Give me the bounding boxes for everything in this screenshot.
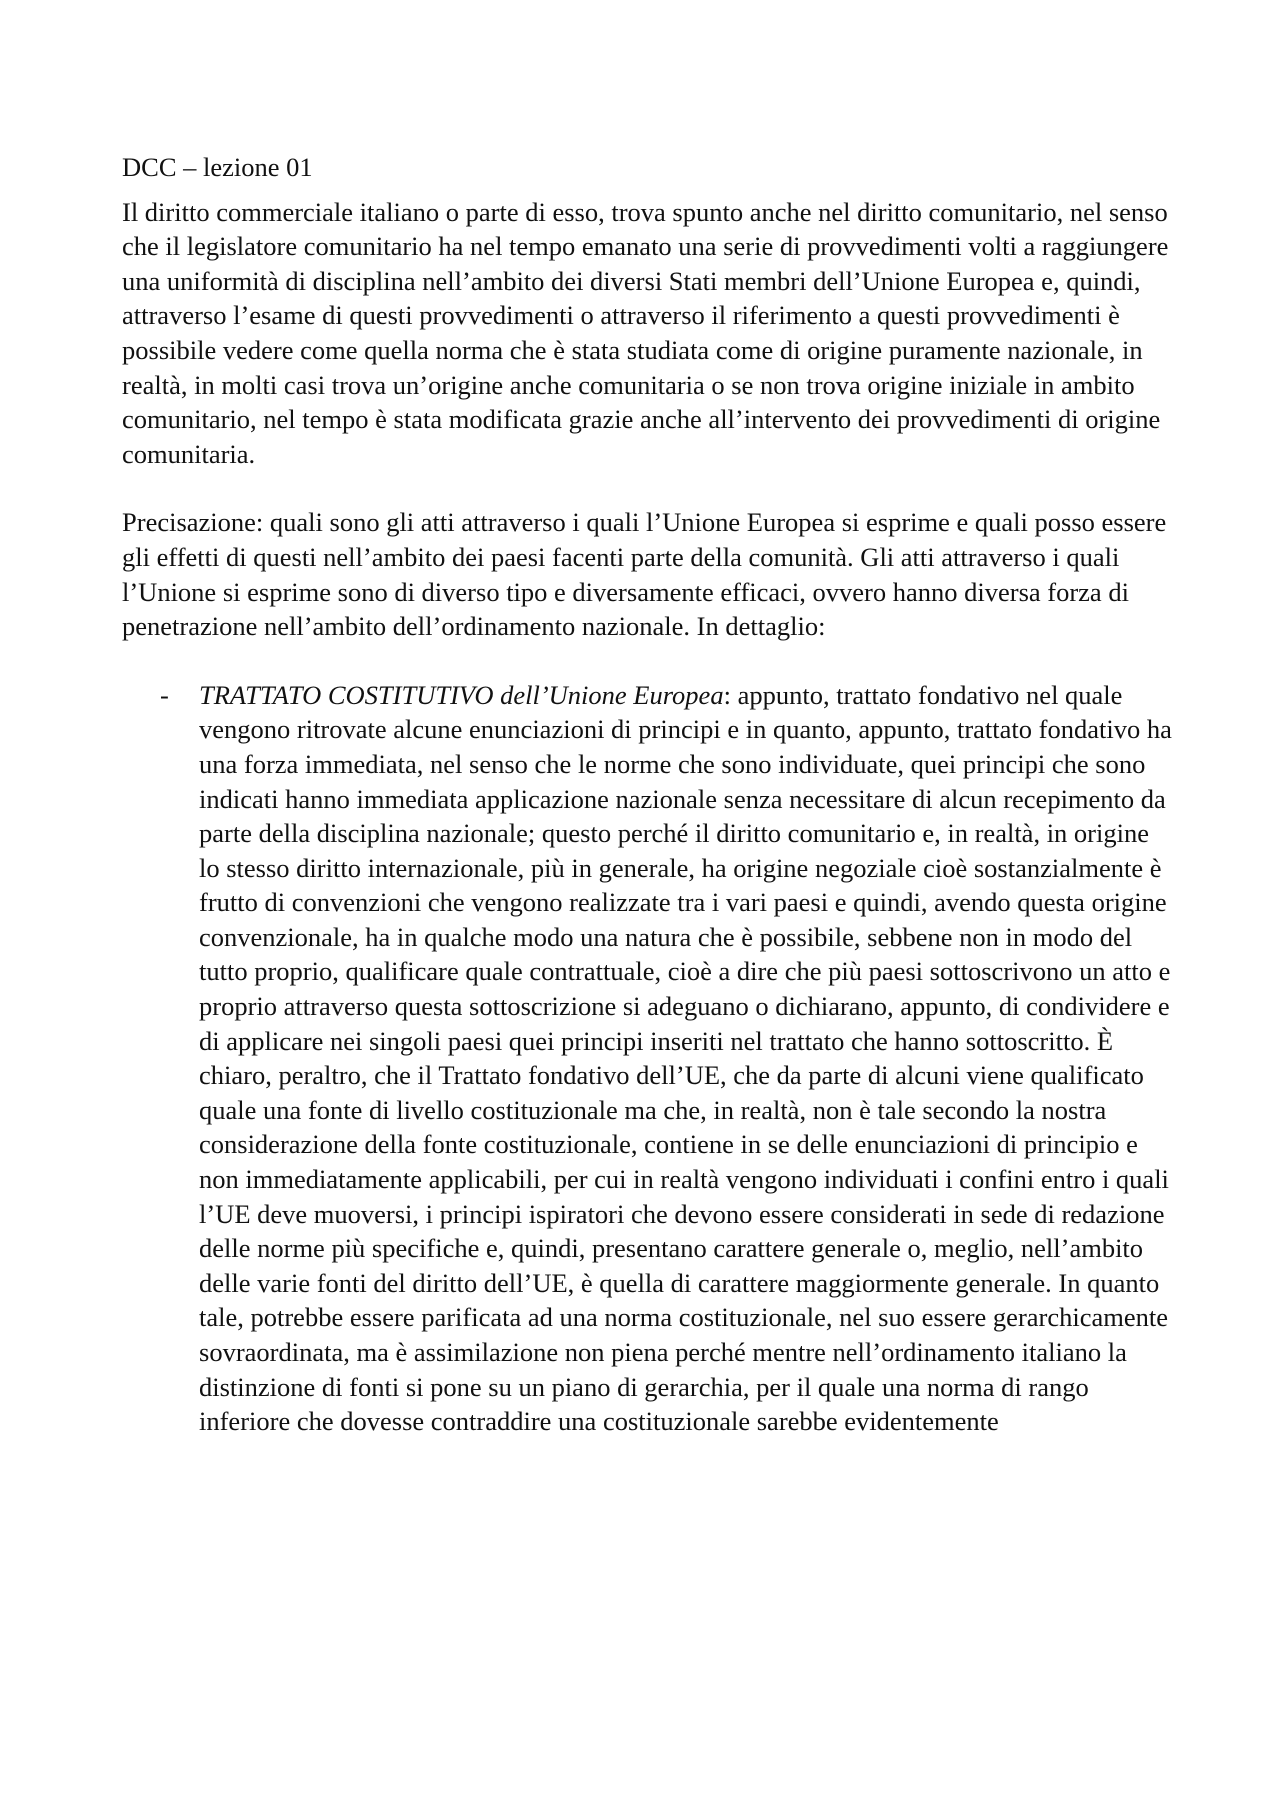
- paragraph-precisazione: Precisazione: quali sono gli atti attraverso i quali l’Unione Europea si esprime e quali posso essere gli effetti di questi nell’ambito dei paesi facenti parte della comunità. Gli atti attraverso i quali l’Unione si esprime sono di diverso tipo e diversamente efficaci, ovvero hanno diversa forza di penetrazione nell’ambito dell’ordinamento nazionale. In dettaglio:: [122, 507, 1167, 642]
- bullet-text: : appunto, trattato fondativo nel quale vengono ritrovate alcune enunciazioni di principi e in quanto, appunto, trattato fondativo ha una forza immediata, nel senso che le norme che sono individuate, quei principi che sono indicati hanno immediata applicazione nazionale senza necessitare di alcun recepimento da parte della disciplina nazionale; questo perché il diritto comunitario e, in realtà, in origine lo stesso diritto internazionale, più in generale, ha origine negoziale cioè sostanzialmente è frutto di convenzioni che vengono realizzate tra i vari paesi e quindi, avendo questa origine convenzionale, ha in qualche modo una natura che è possibile, sebbene non in modo del tutto proprio, qualificare quale contrattuale, cioè a dire che più paesi sottoscrivono un atto e proprio attraverso questa sottoscrizione si adeguano o dichiarano, appunto, di condividere e di applicare nei singoli paesi quei principi inseriti nel trattato che hanno sottoscritto. È chiaro, peraltro, che il Trattato fondativo dell’UE, che da parte di alcuni viene qualificato quale una fonte di livello costituzionale ma che, in realtà, non è tale secondo la nostra considerazione della fonte costituzionale, contiene in se delle enunciazioni di principio e non immediatamente applicabili, per cui in realtà vengono individuati i confini entro i quali l’UE deve muoversi, i principi ispiratori che devono essere considerati in sede di redazione delle norme più specifiche e, quindi, presentano carattere generale o, meglio, nell’ambito delle varie fonti del diritto dell’UE, è quella di carattere maggiormente generale. In quanto tale, potrebbe essere parificata ad una norma costituzionale, nel suo essere gerarchicamente sovraordinata, ma è assimilazione non piena perché mentre nell’ordinamento italiano la distinzione di fonti si pone su un piano di gerarchia, per il quale una norma di rango inferiore che dovesse contraddire una costituzionale sarebbe evidentemente: [199, 679, 1172, 1437]
- bullet-list: [122, 678, 1172, 1439]
- document-title: DCC – lezione 01: [122, 152, 313, 182]
- bullet-heading: TRATTATO COSTITUTIVO dell’Unione Europea: [199, 679, 724, 710]
- list-item: [122, 678, 1172, 1439]
- bullet-marker: -: [160, 679, 169, 710]
- paragraph-intro: Il diritto commerciale italiano o parte di esso, trova spunto anche nel diritto comunitario, nel senso che il legislatore comunitario ha nel tempo emanato una serie di provvedimenti volti a raggiungere una uniformità di disciplina nell’ambito dei diversi Stati membri dell’Unione Europea e, quindi, attraverso l’esame di questi provvedimenti o attraverso il riferimento a questi provvedimenti è possibile vedere come quella norma che è stata studiata come di origine puramente nazionale, in realtà, in molti casi trova un’origine anche comunitaria o se non trova origine iniziale in ambito comunitario, nel tempo è stata modificata grazie anche all’intervento dei provvedimenti di origine comunitaria.: [122, 196, 1169, 469]
- document-page: [122, 150, 1172, 1439]
